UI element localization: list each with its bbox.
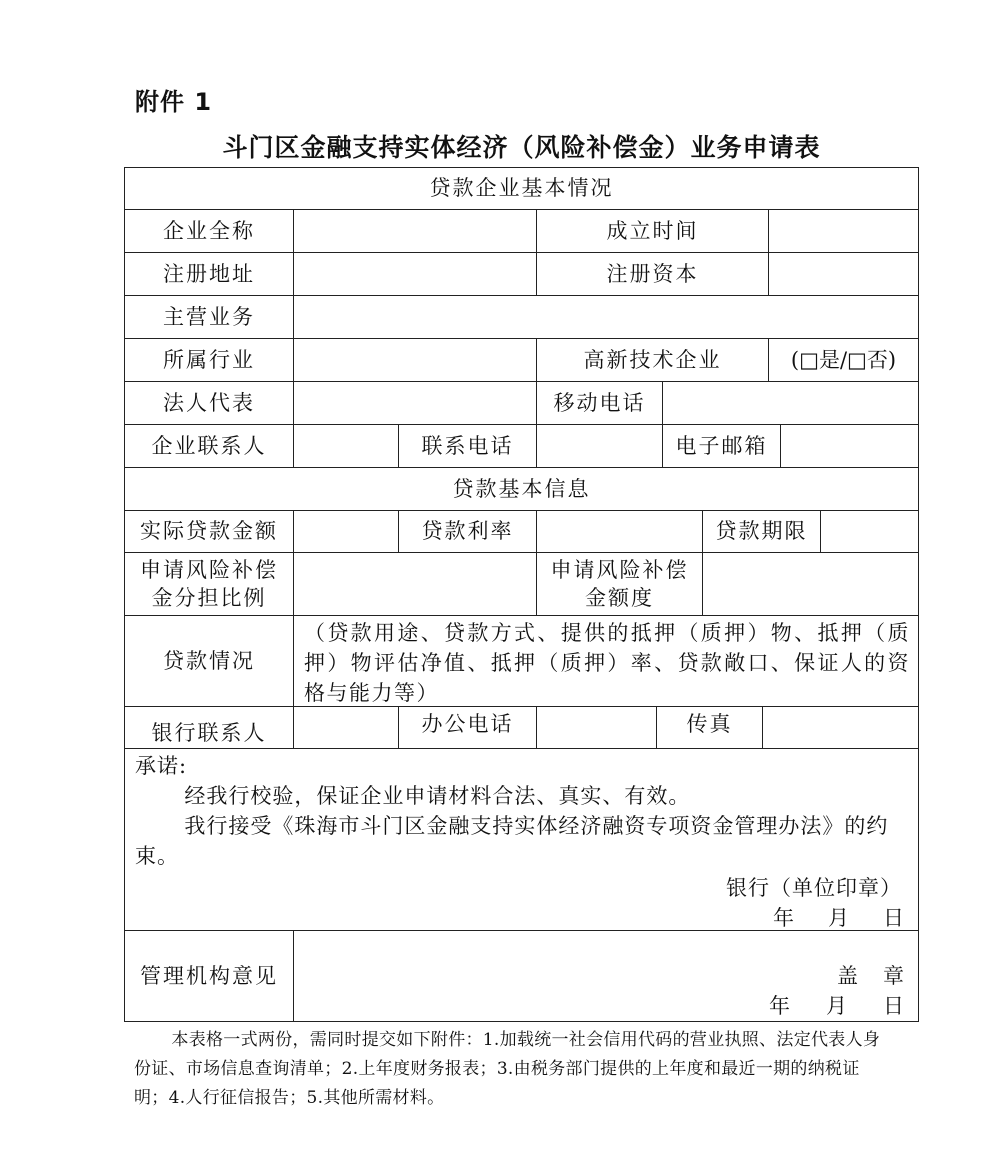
form-title: 斗门区金融支持实体经济（风险补偿金）业务申请表 — [222, 133, 821, 162]
hightech-label — [537, 339, 769, 382]
mgmt-label — [125, 931, 294, 1021]
loan-status-desc: （贷款用途、贷款方式、提供的抵押（质押）物、抵押（质押）物评估净值、抵押（质押）率、贷款敞口、保证人的资格与能力等） — [304, 621, 910, 705]
commitment-year: 年 — [773, 906, 794, 930]
loan-amount-label — [125, 511, 294, 553]
risk-ratio-label-line2: 金分担比例 — [151, 586, 267, 610]
fax-label — [657, 707, 763, 749]
main-business-label-text: 主营业务 — [163, 304, 255, 329]
office-phone-label-text: 办公电话 — [421, 712, 514, 736]
loan-amount-label-text: 实际贷款金额 — [140, 519, 278, 544]
contact-phone-field[interactable] — [537, 425, 663, 468]
reg-capital-label — [537, 253, 769, 296]
application-form — [124, 167, 919, 1022]
office-phone-label — [399, 707, 537, 749]
fax-field[interactable] — [763, 707, 918, 749]
industry-field[interactable] — [294, 339, 537, 382]
section-header-company-text: 贷款企业基本情况 — [429, 176, 614, 201]
footnote-text: 本表格一式两份，需同时提交如下附件：1.加载统一社会信用代码的营业执照、法定代表人身份证、市场信息查询清单；2.上年度财务报表；3.由税务部门提供的上年度和最近一期的纳税证明；4.人行征信报告；5.其他所需材料。 — [134, 1030, 881, 1108]
footnote — [134, 1026, 894, 1113]
contact-phone-label — [399, 425, 537, 468]
company-name-label-text: 企业全称 — [163, 218, 255, 243]
legal-rep-label — [125, 382, 294, 425]
mgmt-field[interactable] — [294, 931, 918, 1021]
commitment-heading: 承诺: — [135, 754, 188, 778]
commitment-section — [125, 749, 918, 931]
office-phone-field[interactable] — [537, 707, 657, 749]
main-business-label — [125, 296, 294, 339]
hightech-options[interactable] — [769, 339, 918, 382]
section-header-company — [125, 168, 918, 210]
industry-label-text: 所属行业 — [163, 347, 255, 372]
bank-contact-label-text: 银行联系人 — [151, 721, 267, 746]
hightech-label-text: 高新技术企业 — [583, 347, 722, 372]
loan-rate-label-text: 贷款利率 — [421, 519, 514, 544]
legal-rep-field[interactable] — [294, 382, 537, 425]
commitment-line1: 经我行校验，保证企业申请材料合法、真实、有效。 — [184, 784, 691, 808]
mgmt-month: 月 — [826, 994, 849, 1018]
reg-capital-label-text: 注册资本 — [606, 261, 699, 286]
founded-label-text: 成立时间 — [606, 218, 699, 243]
fax-label-text: 传真 — [686, 712, 733, 736]
bank-seal-text: 银行（单位印章） — [726, 876, 902, 900]
loan-term-label-text: 贷款期限 — [715, 519, 808, 544]
industry-label — [125, 339, 294, 382]
mobile-label — [537, 382, 663, 425]
contact-label — [125, 425, 294, 468]
legal-rep-label-text: 法人代表 — [163, 390, 255, 415]
loan-rate-field[interactable] — [537, 511, 703, 553]
section-header-loan-text: 贷款基本信息 — [452, 476, 591, 501]
mobile-field[interactable] — [663, 382, 918, 425]
commitment-date — [135, 903, 904, 933]
contact-label-text: 企业联系人 — [151, 433, 267, 458]
risk-ratio-field[interactable] — [294, 553, 537, 616]
loan-term-field[interactable] — [821, 511, 918, 553]
mgmt-seal: 盖 章 — [837, 964, 906, 988]
hightech-options-text: (□是/□否) — [790, 347, 897, 372]
bank-contact-label — [125, 707, 294, 749]
risk-ratio-label-line1: 申请风险补偿 — [140, 557, 278, 582]
loan-status-label — [125, 616, 294, 707]
mgmt-label-text: 管理机构意见 — [140, 963, 278, 988]
bank-contact-field[interactable] — [294, 707, 399, 749]
email-field[interactable] — [781, 425, 918, 468]
contact-field[interactable] — [294, 425, 399, 468]
commitment-month: 月 — [828, 906, 849, 930]
email-label-text: 电子邮箱 — [675, 433, 768, 458]
loan-rate-label — [399, 511, 537, 553]
loan-status-label-text: 贷款情况 — [163, 648, 255, 673]
company-name-label — [125, 210, 294, 253]
founded-field[interactable] — [769, 210, 918, 253]
attachment-label: 附件 1 — [135, 88, 213, 116]
mgmt-day: 日 — [883, 994, 906, 1018]
main-business-field[interactable] — [294, 296, 918, 339]
reg-address-field[interactable] — [294, 253, 537, 296]
contact-phone-label-text: 联系电话 — [421, 433, 514, 458]
commitment-line2: 我行接受《珠海市斗门区金融支持实体经济融资专项资金管理办法》的约束。 — [135, 814, 889, 868]
email-label — [663, 425, 781, 468]
loan-amount-field[interactable] — [294, 511, 399, 553]
risk-ratio-label — [125, 553, 294, 616]
mgmt-year: 年 — [769, 994, 792, 1018]
reg-address-label-text: 注册地址 — [163, 261, 255, 286]
risk-amount-field[interactable] — [703, 553, 918, 616]
company-name-field[interactable] — [294, 210, 537, 253]
loan-status-field[interactable] — [294, 616, 918, 707]
reg-capital-field[interactable] — [769, 253, 918, 296]
risk-amount-label-line2: 金额度 — [585, 586, 654, 610]
reg-address-label — [125, 253, 294, 296]
risk-amount-label — [537, 553, 703, 616]
section-header-loan — [125, 468, 918, 511]
mgmt-date — [294, 991, 906, 1021]
founded-label — [537, 210, 769, 253]
loan-term-label — [703, 511, 821, 553]
commitment-day: 日 — [883, 906, 904, 930]
mobile-label-text: 移动电话 — [553, 390, 646, 415]
risk-amount-label-line1: 申请风险补偿 — [550, 557, 689, 582]
